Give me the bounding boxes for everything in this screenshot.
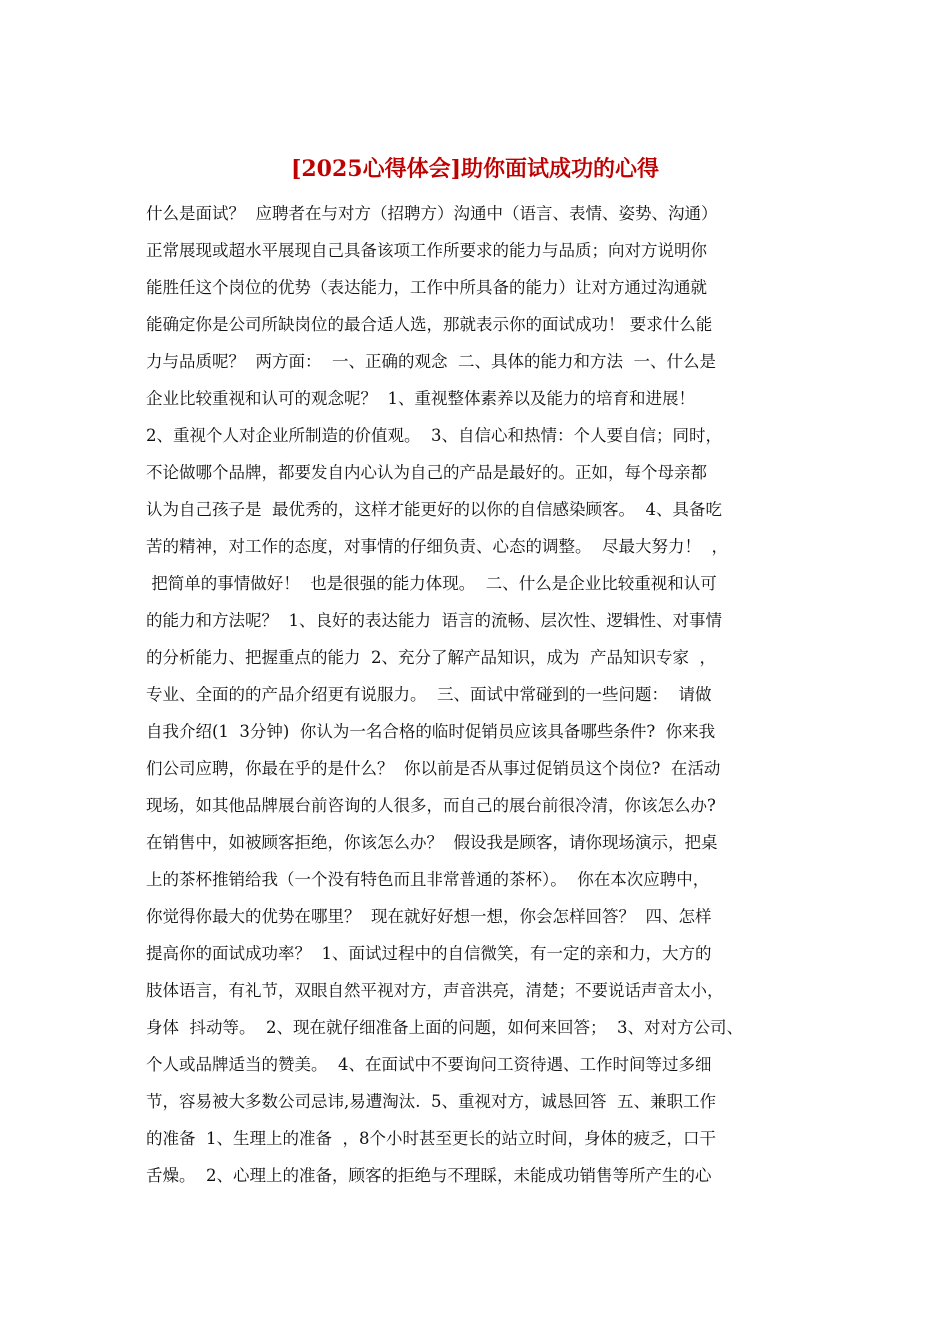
body-line: 们公司应聘，你最在乎的是什么？ 你以前是否从事过促销员这个岗位? 在活动 [146, 759, 721, 778]
body-line: 你觉得你最大的优势在哪里？ 现在就好好想一想，你会怎样回答？ 四、怎样 [146, 907, 712, 926]
body-line: 的准备 1、生理上的准备 ，8个小时甚至更长的站立时间，身体的疲乏，口干 [146, 1129, 716, 1148]
document-title: [2025心得体会]助你面试成功的心得 [290, 156, 660, 182]
body-line: 把简单的事情做好！ 也是很强的能力体现。 二、什么是企业比较重视和认可 [146, 574, 717, 593]
body-line: 2、重视个人对企业所制造的价值观。 3、自信心和热情：个人要自信；同时， [146, 426, 722, 445]
body-line: 个人或品牌适当的赞美。 4、在面试中不要询问工资待遇、工作时间等过多细 [146, 1055, 712, 1074]
body-line: 上的茶杯推销给我（一个没有特色而且非常普通的茶杯）。 你在本次应聘中， [146, 870, 710, 889]
body-line: 不论做哪个品牌，都要发自内心认为自己的产品是最好的。正如，每个母亲都 [146, 463, 707, 482]
body-line: 能胜任这个岗位的优势（表达能力，工作中所具备的能力）让对方通过沟通就 [146, 278, 707, 297]
body-line: 现场，如其他品牌展台前咨询的人很多，而自己的展台前很冷清，你该怎么办? [146, 796, 716, 815]
body-line: 正常展现或超水平展现自己具备该项工作所要求的能力与品质；向对方说明你 [146, 241, 707, 260]
body-line: 的能力和方法呢？ 1、良好的表达能力 语言的流畅、层次性、逻辑性、对事情 [146, 611, 722, 630]
body-line: 在销售中，如被顾客拒绝，你该怎么办？ 假设我是顾客，请你现场演示，把桌 [146, 833, 718, 852]
body-line: 力与品质呢？ 两方面： 一、正确的观念 二、具体的能力和方法 一、什么是 [146, 352, 716, 371]
body-line: 什么是面试？ 应聘者在与对方（招聘方）沟通中（语言、表情、姿势、沟通） [146, 204, 718, 223]
body-line: 专业、全面的的产品介绍更有说服力。 三、面试中常碰到的一些问题： 请做 [146, 685, 712, 704]
body-line: 苦的精神，对工作的态度，对事情的仔细负责、心态的调整。 尽最大努力！ ， [146, 537, 728, 556]
body-line: 舌燥。 2、心理上的准备，顾客的拒绝与不理睬，未能成功销售等所产生的心 [146, 1166, 712, 1185]
body-line: 企业比较重视和认可的观念呢？ 1、重视整体素养以及能力的培育和进展！ [146, 389, 695, 408]
body-line: 能确定你是公司所缺岗位的最合适人选，那就表示你的面试成功！ 要求什么能 [146, 315, 713, 334]
body-line: 的分析能力、把握重点的能力 2、充分了解产品知识，成为 产品知识专家 ， [146, 648, 716, 667]
body-line: 肢体语言，有礼节，双眼自然平视对方，声音洪亮，清楚；不要说话声音太小， [146, 981, 724, 1000]
body-line: 身体 抖动等。 2、现在就仔细准备上面的问题，如何来回答； 3、对对方公司、 [146, 1018, 743, 1037]
document-body [146, 195, 826, 1194]
body-line: 认为自己孩子是 最优秀的，这样才能更好的以你的自信感染顾客。 4、具备吃 [146, 500, 722, 519]
body-line: 自我介绍(1 3分钟) 你认为一名合格的临时促销员应该具备哪些条件? 你来我 [146, 722, 716, 741]
body-line: 提高你的面试成功率？ 1、面试过程中的自信微笑，有一定的亲和力，大方的 [146, 944, 712, 963]
body-line: 节，容易被大多数公司忌讳,易遭淘汰. 5、重视对方，诚恳回答 五、兼职工作 [146, 1092, 716, 1111]
